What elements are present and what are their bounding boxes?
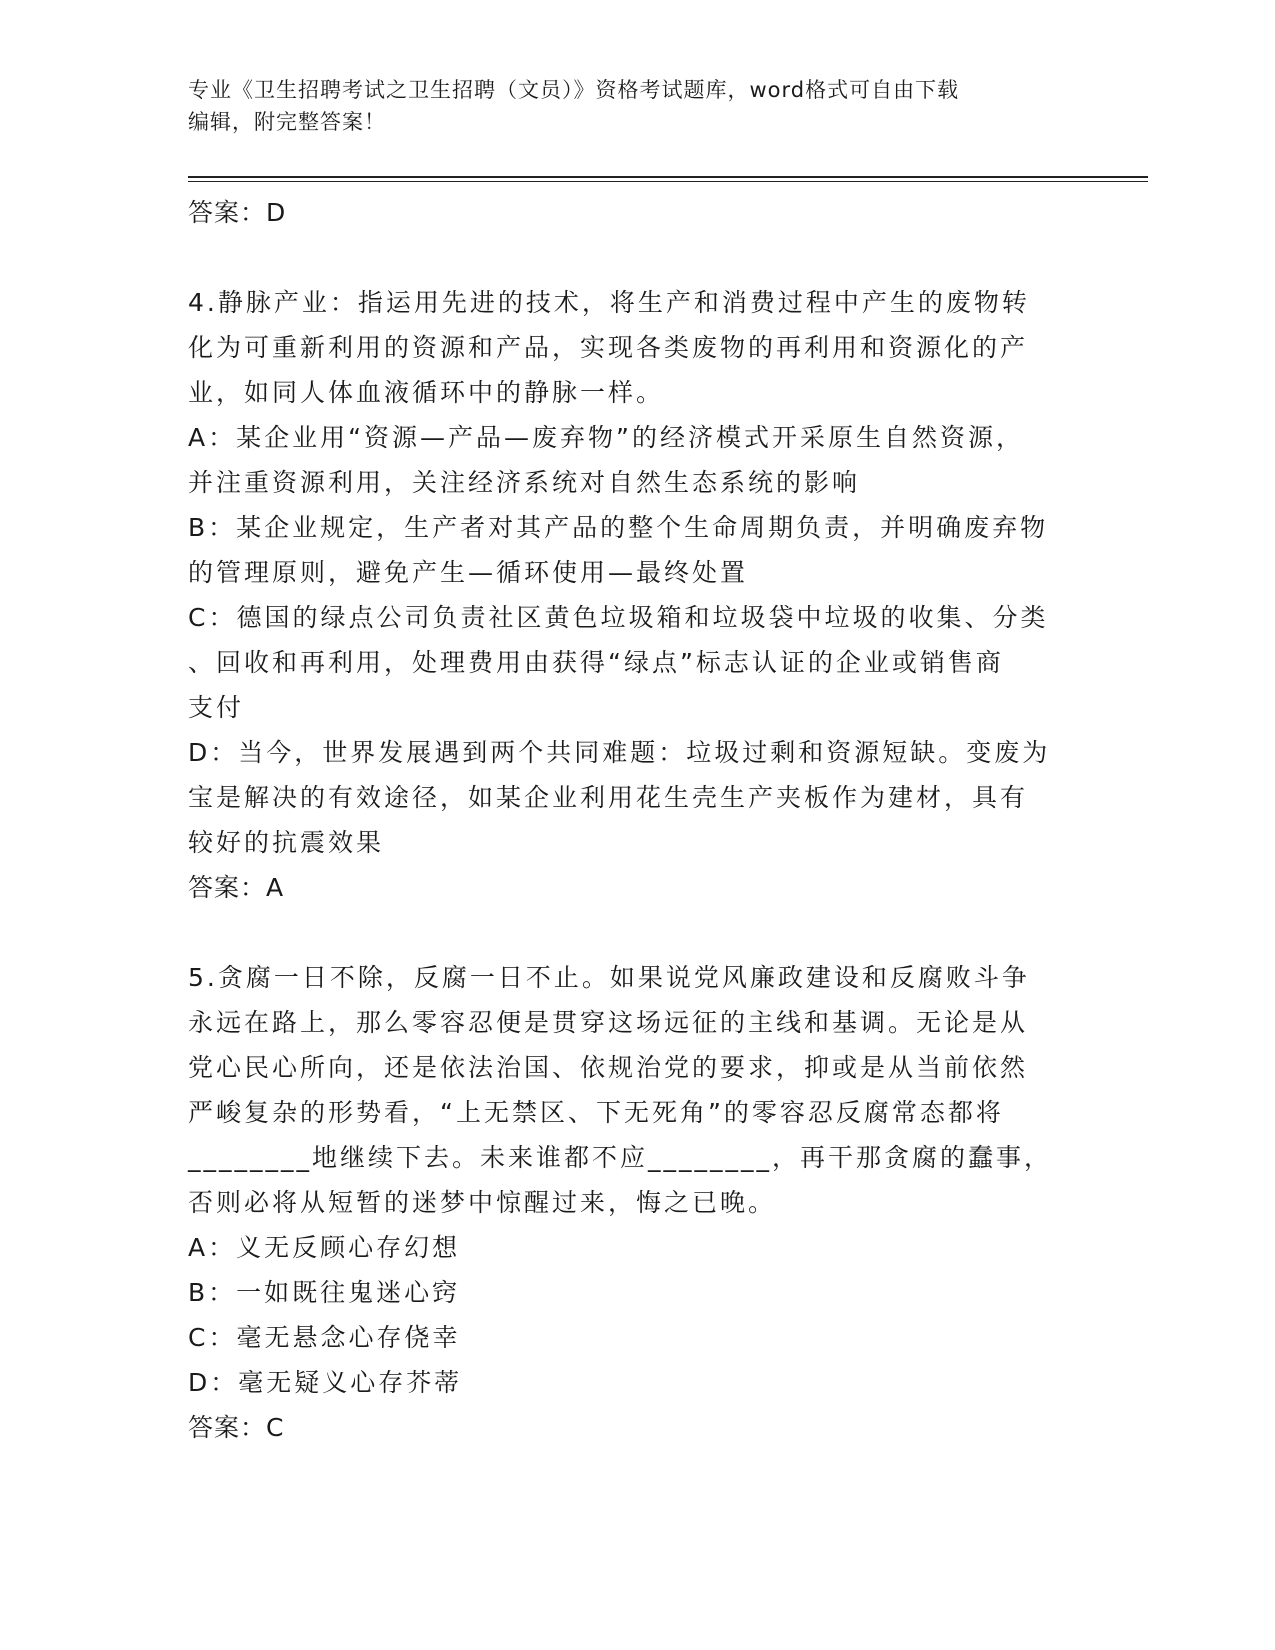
question-5	[188, 955, 1068, 1450]
question-5-stem	[188, 955, 1068, 1225]
option-line: 、回收和再利用，处理费用由获得“绿点”标志认证的企业或销售商	[188, 648, 1004, 677]
header-line-2: 编辑，附完整答案！	[188, 110, 386, 134]
header-rule-thin	[188, 181, 1148, 182]
stem-line: 4.静脉产业：指运用先进的技术，将生产和消费过程中产生的废物转	[188, 288, 1030, 317]
question-4-option-b	[188, 505, 1068, 595]
option-line: C：德国的绿点公司负责社区黄色垃圾箱和垃圾袋中垃圾的收集、分类	[188, 603, 1049, 632]
option-line: 并注重资源利用，关注经济系统对自然生态系统的影响	[188, 468, 861, 497]
question-4-option-a	[188, 415, 1068, 505]
option-line: D：当今，世界发展遇到两个共同难题：垃圾过剩和资源短缺。变废为	[188, 738, 1051, 767]
header-rule-thick	[188, 176, 1148, 178]
stem-line: ________地继续下去。未来谁都不应________，再干那贪腐的蠢事，	[188, 1143, 1053, 1172]
question-4-option-d	[188, 730, 1068, 865]
stem-line: 否则必将从短暂的迷梦中惊醒过来，悔之已晚。	[188, 1188, 777, 1217]
option-line: 较好的抗震效果	[188, 828, 385, 857]
spacer	[188, 235, 1068, 280]
question-5-option-b: B：一如既往鬼迷心窍	[188, 1278, 461, 1307]
option-line: A：某企业用“资源—产品—废弃物”的经济模式开采原生自然资源，	[188, 423, 1025, 452]
spacer	[188, 910, 1068, 955]
page-header	[188, 74, 1068, 138]
question-5-option-d: D：毫无疑义心存芥蒂	[188, 1368, 463, 1397]
stem-line: 党心民心所向，还是依法治国、依规治党的要求，抑或是从当前依然	[188, 1053, 1029, 1082]
question-4-stem	[188, 280, 1068, 415]
question-4-option-c	[188, 595, 1068, 730]
question-5-option-a: A：义无反顾心存幻想	[188, 1233, 461, 1262]
stem-line: 永远在路上，那么零容忍便是贯穿这场远征的主线和基调。无论是从	[188, 1008, 1029, 1037]
option-line: 的管理原则，避免产生—循环使用—最终处置	[188, 558, 749, 587]
option-line: 支付	[188, 693, 245, 722]
option-line: 宝是解决的有效途径，如某企业利用花生壳生产夹板作为建材，具有	[188, 783, 1029, 812]
stem-line: 5.贪腐一日不除，反腐一日不止。如果说党风廉政建设和反腐败斗争	[188, 963, 1030, 992]
option-line: B：某企业规定，生产者对其产品的整个生命周期负责，并明确废弃物	[188, 513, 1049, 542]
stem-line: 业，如同人体血液循环中的静脉一样。	[188, 378, 665, 407]
stem-line: 化为可重新利用的资源和产品，实现各类废物的再利用和资源化的产	[188, 333, 1029, 362]
question-4	[188, 280, 1068, 910]
answer-prev: 答案：D	[188, 198, 287, 227]
document-body	[188, 190, 1068, 1450]
question-4-answer: 答案：A	[188, 873, 285, 902]
stem-line: 严峻复杂的形势看，“上无禁区、下无死角”的零容忍反腐常态都将	[188, 1098, 1004, 1127]
question-5-answer: 答案：C	[188, 1413, 285, 1442]
header-line-1: 专业《卫生招聘考试之卫生招聘（文员）》资格考试题库，word格式可自由下载	[188, 78, 960, 102]
question-5-option-c: C：毫无悬念心存侥幸	[188, 1323, 461, 1352]
